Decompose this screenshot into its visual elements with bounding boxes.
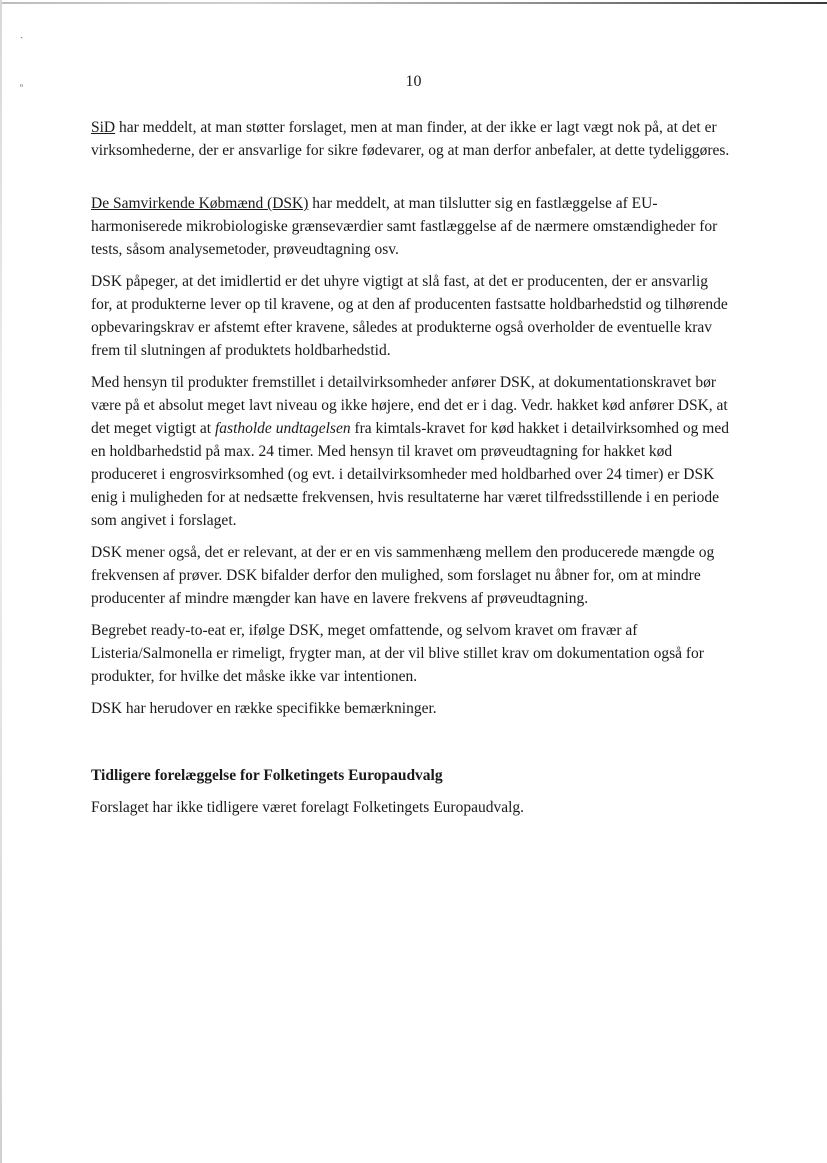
paragraph-dsk-producer: DSK påpeger, at det imidlertid er det uhyre vigtigt at slå fast, at det er producenten, der er ansvarlig for, at produkterne lever op til kravene, og at den af producenten fastsatte holdbarhedstid og tilhørende opbevaringskrav er afstemt efter kravene, således at produkterne også overholder de eventuelle krav frem til slutningen af produktets holdbarhedstid.: [91, 273, 728, 359]
document-body: [91, 116, 731, 828]
paragraph-dsk-retail: [91, 371, 731, 532]
section-heading: Tidligere forelæggelse for Folketingets Europaudvalg: [91, 767, 443, 784]
scan-speck: ₒ: [20, 78, 23, 89]
organization-name: De Samvirkende Købmænd (DSK): [91, 195, 309, 212]
paragraph-dsk-more: DSK har herudover en række specifikke bemærkninger.: [91, 700, 437, 717]
scan-left-edge: [0, 0, 2, 1163]
paragraph-dsk-rte: Begrebet ready-to-eat er, ifølge DSK, meget omfattende, og selvom kravet om fravær af Listeria/Salmonella er rimeligt, frygter man, at der vil blive stillet krav om dokumentation også for produkter, for hvilke det måske ikke var intentionen.: [91, 622, 704, 685]
paragraph-dsk-volume: DSK mener også, det er relevant, at der er en vis sammenhæng mellem den producerede mængde og frekvensen af prøver. DSK bifalder derfor den mulighed, som forslaget nu åbner for, om at mindre producenter af mindre mængder kan have en lavere frekvens af prøveudtagning.: [91, 544, 715, 607]
paragraph-text: har meddelt, at man tilslutter sig en fastlæggelse af EU-harmoniserede mikrobiologiske grænseværdier samt fastlæggelse af de nærmere omstændigheder for tests, såsom analysemetoder, prøveudtagning osv.: [91, 195, 718, 258]
scan-top-border: [0, 2, 827, 4]
page-number: 10: [405, 73, 422, 90]
paragraph-text: Med hensyn til produkter fremstillet i detailvirksomheder anfører DSK, at dokumentationskravet bør være på et absolut meget lavt niveau og ikke højere, end det er i dag. Vedr. hakket kød anfører DSK, at det meget vigtigt at: [91, 374, 728, 437]
paragraph-text: har meddelt, at man støtter forslaget, men at man finder, at der ikke er lagt vægt nok på, at det er virksomhederne, der er ansvarlige for sikre fødevarer, og at man derfor anbefaler, at dette tydeliggøres.: [91, 119, 730, 159]
paragraph-section-text: Forslaget har ikke tidligere været forelagt Folketingets Europaudvalg.: [91, 799, 525, 816]
paragraph-sid: [91, 116, 731, 162]
paragraph-text: fra kimtals-kravet for kød hakket i detailvirksomhed og med en holdbarhedstid på max. 24 timer. Med hensyn til kravet om prøveudtagning for hakket kød produceret i engrosvirksomhed (og evt. i detailvirksomheder med holdbarhed over 24 timer) er DSK enig i muligheden for at nedsætte frekvensen, hvis resultaterne har været tilfredsstillende i en periode som angivet i forslaget.: [91, 420, 729, 529]
organization-name: SiD: [91, 119, 116, 136]
emphasized-text: fastholde undtagelsen: [214, 420, 351, 437]
paragraph-dsk-intro: [91, 192, 731, 261]
scan-speck: ˎ: [20, 28, 24, 39]
